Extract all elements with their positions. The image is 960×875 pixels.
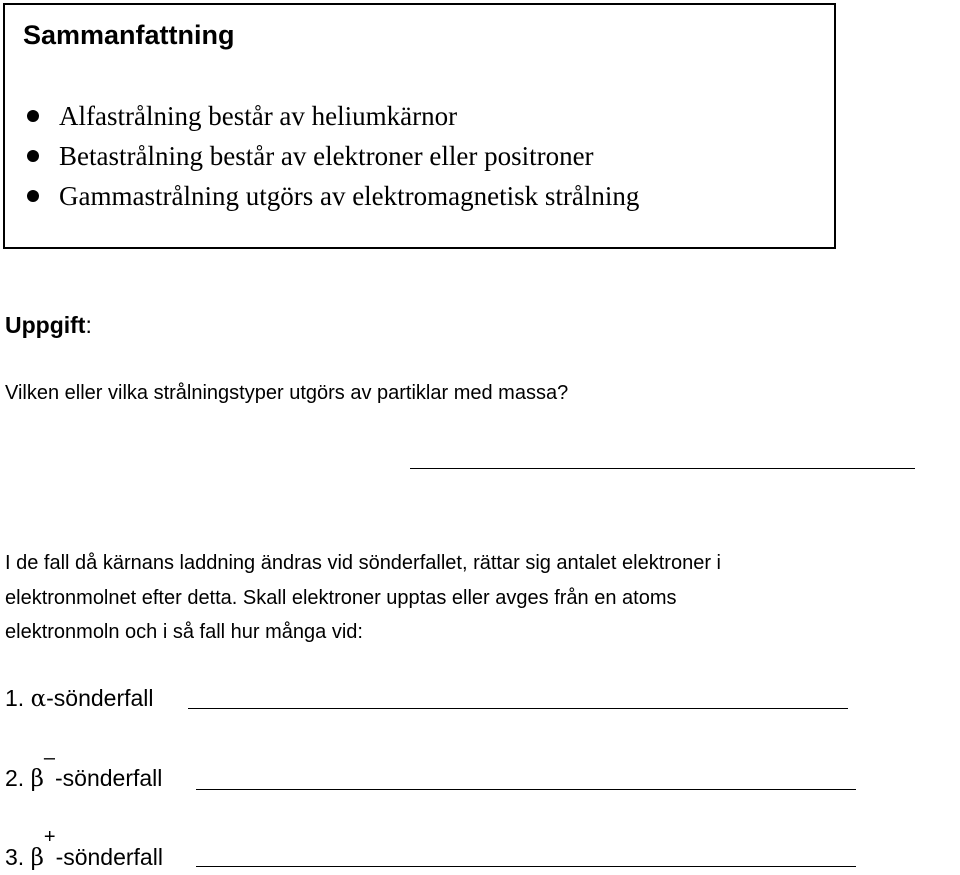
answer-line-question[interactable] xyxy=(410,468,915,469)
decay-item-suffix: -sönderfall xyxy=(46,685,154,711)
decay-item-number: 1. xyxy=(5,685,25,711)
decay-item-suffix: -sönderfall xyxy=(55,765,163,791)
decay-item-number: 2. xyxy=(5,765,25,791)
decay-item-superscript: – xyxy=(43,747,55,769)
decay-item-alpha xyxy=(5,683,154,714)
answer-line-beta-minus[interactable] xyxy=(196,789,856,790)
decay-item-beta-plus xyxy=(5,826,163,873)
task-question: Vilken eller vilka strålningstyper utgörs av partiklar med massa? xyxy=(5,382,569,404)
decay-item-symbol: α xyxy=(30,686,47,712)
summary-bullet-text: Gammastrålning utgörs av elektromagnetisk strålning xyxy=(59,181,640,211)
decay-item-beta-minus xyxy=(5,747,163,794)
summary-bullet-text: Alfastrålning består av heliumkärnor xyxy=(59,101,458,131)
decay-item-symbol: β xyxy=(30,766,44,792)
summary-bullet-list xyxy=(23,96,639,216)
summary-title: Sammanfattning xyxy=(23,20,235,50)
task-paragraph-line: elektronmoln och i så fall hur många vid: xyxy=(5,621,363,643)
answer-line-alpha[interactable] xyxy=(188,708,848,709)
decay-item-symbol: β xyxy=(30,845,44,871)
summary-bullet-text: Betastrålning består av elektroner eller positroner xyxy=(59,141,594,171)
summary-bullet-item xyxy=(23,176,639,216)
summary-bullet-item xyxy=(23,96,639,136)
bullet-dot-icon xyxy=(27,190,39,202)
task-heading xyxy=(5,309,92,341)
decay-item-superscript: + xyxy=(43,826,56,848)
decay-item-suffix: -sönderfall xyxy=(55,844,163,870)
task-heading-colon: : xyxy=(85,312,92,338)
summary-bullet-item xyxy=(23,136,639,176)
task-paragraph-line: I de fall då kärnans laddning ändras vid sönderfallet, rättar sig antalet elektroner i xyxy=(5,552,721,574)
bullet-dot-icon xyxy=(27,150,39,162)
decay-item-number: 3. xyxy=(5,844,25,870)
task-paragraph-line: elektronmolnet efter detta. Skall elektroner upptas eller avges från en atoms xyxy=(5,587,677,609)
bullet-dot-icon xyxy=(27,110,39,122)
answer-line-beta-plus[interactable] xyxy=(196,866,856,867)
task-heading-label: Uppgift xyxy=(5,312,86,338)
summary-box xyxy=(3,3,836,249)
